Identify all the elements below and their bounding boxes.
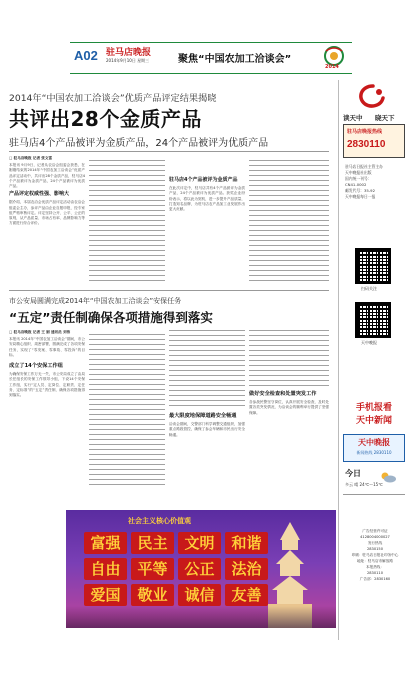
story2-p2: 为确保安保工作万无一失，市公安局成立了由局长任组长的安保工作领导小组，下设14个安保工作组，实行“定人员、定岗位、定职责、定任务、定标准”的“五定”责任制，确保各项措施得到落实。 <box>9 372 85 398</box>
footer-line-8: 2830110 <box>366 571 383 575</box>
value-word-2: 民主 <box>131 532 174 554</box>
logo-text-2: 晓天下 <box>375 114 395 122</box>
story2-col2 <box>89 334 165 486</box>
story2-sub1: 成立了14个安保工作组 <box>9 363 63 370</box>
story2-p4: 各参战民警坚守岗位，认真开展安全检查，及时处置各类突发情况，为洽谈会的顺利举行提供了坚强保障。 <box>249 400 329 415</box>
footer-line-6: 地址：驻马店市解放路 <box>357 559 393 563</box>
story2-byline: □ 驻马店晚报 记者 王 娟 通讯员 刘伟 <box>9 330 71 334</box>
sidebar-rule <box>343 494 405 495</box>
date-line: 2014年9月10日 星期三 <box>106 58 150 63</box>
sidebar <box>338 80 409 640</box>
story2-sub2: 最大限度地保障道路安全畅通 <box>169 413 237 419</box>
hotline-ad-word: 驻马店晚报热线 <box>347 129 383 135</box>
footer-line-5: 印刷：驻马店日报社印务中心 <box>351 553 399 557</box>
article1-col1 <box>9 156 85 286</box>
info-line-2: 天中晚报社出版 <box>345 170 372 175</box>
footer-line-2: 4128004000027 <box>360 535 390 539</box>
sidebar-footer <box>345 528 405 582</box>
story2-col4-text <box>249 330 329 388</box>
article1-col4 <box>249 160 329 284</box>
banner-title: 社会主义核心价值观 <box>128 517 191 525</box>
page-code: A02 <box>74 48 98 63</box>
article1-bottom-rule <box>9 290 329 291</box>
section-title: 聚焦“中国农加工洽谈会” <box>178 54 292 65</box>
value-word-8: 法治 <box>225 558 268 580</box>
value-word-12: 友善 <box>225 584 268 606</box>
value-word-9: 爱国 <box>84 584 127 606</box>
story2-p3: 洽谈会期间，交警部门科学调整交通组织，加强重点路段管控，确保了参会车辆和市民出行安全畅通。 <box>169 422 245 437</box>
article1-col3 <box>169 156 245 286</box>
core-values-banner <box>66 510 336 628</box>
story2-col1 <box>9 330 85 490</box>
kicker: 2014年“中国农加工洽谈会”优质产品评定结果揭晓 <box>9 93 217 104</box>
news-box-title: 天中晚报 <box>358 438 390 447</box>
sidebar-logo <box>351 84 395 114</box>
story2-kicker: 市公安局圆满完成2014年“中国农加工洽谈会”安保任务 <box>9 297 182 305</box>
footer-line-7: 本报热线： <box>366 565 384 569</box>
expo-logo <box>320 45 348 71</box>
story2-headline: “五定”责任制确保各项措施得到落实 <box>9 310 213 325</box>
paper-name: 驻马店晚报 <box>106 48 152 58</box>
info-line-4: CN41-0002 <box>345 182 367 187</box>
article1-p1: 本报讯 9月9日，记者从农洽会组委会获悉，在刚刚结束的2014年“中国农加工洽谈会”优质产品评定活动中，共评出28个金质产品，驻马店4个产品被评为金质产品，24个产品被评为优质产品。 <box>9 163 85 189</box>
headline-divider <box>9 151 329 152</box>
qr-label-1: 扫码关注 <box>361 286 377 291</box>
article1-byline: □ 驻马店晚报 记者 张文雷 <box>9 156 53 160</box>
story2-sub3: 做好安全检查和处置突发工作 <box>249 391 317 397</box>
logo-year: 2014 <box>325 64 339 70</box>
value-word-10: 敬业 <box>131 584 174 606</box>
hotline-ad <box>343 124 405 158</box>
weather-text: 多云 晴 24℃～15℃ <box>345 482 383 487</box>
value-word-1: 富强 <box>84 532 127 554</box>
qr-code-1[interactable] <box>355 248 391 284</box>
article1-p2: 据介绍，本届农洽会优质产品评定活动由农洽会组委会主办，参评产品由企业自愿申报，经专家组严格审核评定。评定坚持公开、公平、公正的原则，从产品质量、市场占有率、品牌影响力等方面进行综合评价。 <box>9 200 85 226</box>
story2-col3 <box>169 330 245 490</box>
value-word-3: 文明 <box>178 532 221 554</box>
newspaper-logo-icon <box>351 84 395 114</box>
mobile-slogan <box>343 400 405 430</box>
slogan-line-2: 天中新闻 <box>355 416 392 426</box>
article1-col2 <box>89 160 165 284</box>
info-line-3: 国内统一刊号： <box>345 176 372 181</box>
footer-line-4: 2830150 <box>366 547 383 551</box>
banner-skyline <box>66 606 336 628</box>
logo-text-1: 读天中 <box>343 114 363 122</box>
news-box-sub: 新闻热线 2830110 <box>356 450 392 455</box>
article1-p3: 在此次评定中，驻马店共有4个产品被评为金质产品，24个产品被评为优质产品。获奖企业纷纷表示，将以此为契机，进一步提升产品质量，打造知名品牌，为驻马店农产品加工业发展作出更大贡献。 <box>169 186 245 212</box>
footer-line-9: 广告部：2830160 <box>359 577 391 581</box>
article1-sub2: 驻马店4个产品被评为金质产品 <box>169 177 238 183</box>
value-word-11: 诚信 <box>178 584 221 606</box>
value-word-7: 公正 <box>178 558 221 580</box>
info-line-6: 天中晚报每日一报 <box>345 194 376 199</box>
hotline-number: 2830110 <box>347 139 386 150</box>
story2-col3-text <box>169 330 245 410</box>
footer-line-1: 广告经营许可证 <box>362 529 388 533</box>
story2-p1: 本报讯 2014年“中国农加工洽谈会”期间，市公安局精心组织、周密部署，圆满完成了各项安保任务，实现了“零发案、零事故、零投诉”的目标。 <box>9 337 85 357</box>
story2-col4 <box>249 330 329 490</box>
info-line-5: 邮发代号：35-92 <box>345 188 376 193</box>
article1-sub1: 产品评定权威性强、影响大 <box>9 191 70 198</box>
subheadline: 驻马店4个产品被评为金质产品，24个产品被评为优质产品 <box>9 138 269 149</box>
info-line-1: 驻马店日报社主管主办 <box>345 164 383 169</box>
value-word-4: 和谐 <box>225 532 268 554</box>
qr-label-2: 天中晚报 <box>361 340 377 345</box>
news-box <box>343 434 405 462</box>
slogan-line-1: 手机报看 <box>355 403 392 413</box>
qr-code-2[interactable] <box>355 302 391 338</box>
header-strip <box>70 42 352 74</box>
value-word-5: 自由 <box>84 558 127 580</box>
footer-line-3: 发行热线 <box>367 541 383 545</box>
sidebar-info <box>345 164 405 200</box>
today-label: 今日 <box>345 469 361 478</box>
value-word-6: 平等 <box>131 558 174 580</box>
headline: 共评出28个金质产品 <box>9 107 202 131</box>
